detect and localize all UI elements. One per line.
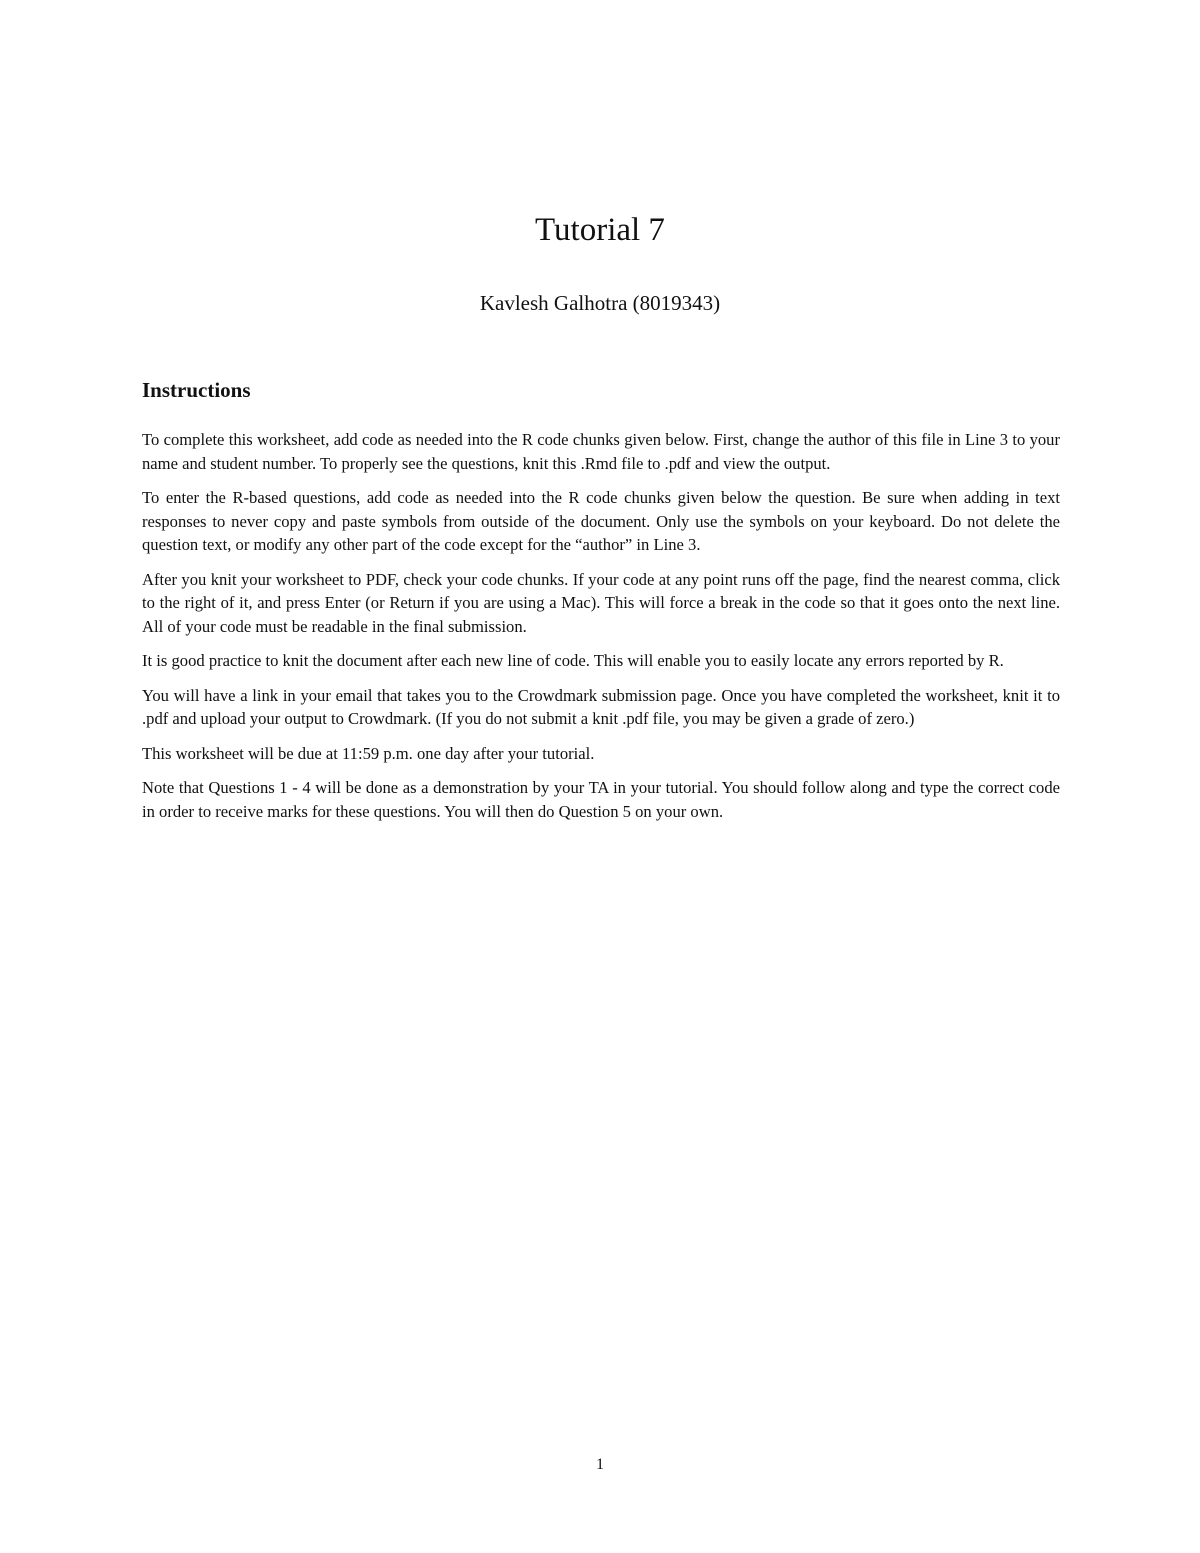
paragraph-knit-to-pdf: After you knit your worksheet to PDF, check your code chunks. If your code at any point runs off the page, find the nearest comma, click to the right of it, and press Enter (or Return if you are using a Mac). This will force a break in the code so that it goes onto the next line. All of your code must be readable in the final submission. <box>142 569 1060 636</box>
paragraph-r-based-questions: To enter the R-based questions, add code as needed into the R code chunks given below the question. Be sure when adding in text responses to never copy and paste symbols from outside of the document. Only use the symbols on your keyboard. Do not delete the question text, or modify any other part of the code except for the “author” in Line 3. <box>142 488 1060 554</box>
paragraph-due-date: This worksheet will be due at 11:59 p.m. one day after your tutorial. <box>142 743 595 763</box>
paragraph-good-practice: It is good practice to knit the document after each new line of code. This will enable you to easily locate any errors reported by R. <box>142 651 1004 670</box>
instructions-body <box>142 428 1060 834</box>
page-number: 1 <box>596 1456 604 1473</box>
document-author: Kavlesh Galhotra (8019343) <box>479 291 721 315</box>
paragraph-complete-worksheet: To complete this worksheet, add code as needed into the R code chunks given below. First, change the author of this file in Line 3 to your name and student number. To properly see the questions, knit this .Rmd file to .pdf and view the output. <box>142 430 1060 473</box>
section-heading-instructions: Instructions <box>142 378 251 402</box>
document-title: Tutorial 7 <box>535 212 665 248</box>
paragraph-crowdmark-link: You will have a link in your email that takes you to the Crowdmark submission page. Once you have completed the worksheet, knit it to .pdf and upload your output to Crowdmark. (If you do not submit a knit .pdf file, you may be given a grade of zero.) <box>142 685 1060 728</box>
paragraph-questions-demo: Note that Questions 1 - 4 will be done as a demonstration by your TA in your tutorial. You should follow along and type the correct code in order to receive marks for these questions. You will then do Question 5 on your own. <box>142 778 1060 821</box>
